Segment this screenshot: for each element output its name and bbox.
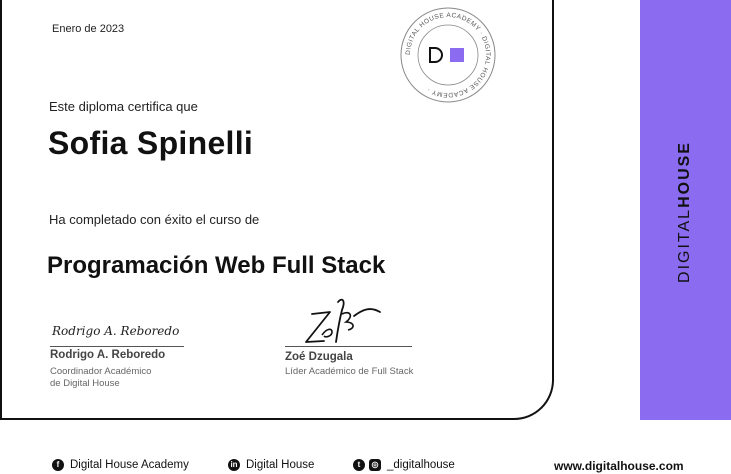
- seal-ring-text: DIGITAL HOUSE ACADEMY · DIGITAL HOUSE ACADEMY ·: [404, 11, 492, 99]
- signature-line-2: [285, 346, 412, 347]
- footer-linkedin[interactable]: [228, 459, 314, 471]
- signature-line-1: [50, 346, 184, 347]
- facebook-icon: f: [52, 459, 64, 471]
- signatory-2-name: Zoé Dzugala: [285, 351, 353, 363]
- twitter-icon: t: [353, 459, 365, 471]
- completed-text: Ha completado con éxito el curso de: [49, 212, 260, 227]
- footer-facebook-label: Digital House Academy: [70, 459, 189, 471]
- signatory-1-role-line1: Coordinador Académico: [50, 366, 152, 377]
- issue-date: Enero de 2023: [52, 23, 125, 35]
- signature-2: [282, 292, 392, 352]
- signatory-1-role: [50, 366, 190, 390]
- footer-website[interactable]: www.digitalhouse.com: [554, 459, 684, 473]
- instagram-icon: ◎: [369, 459, 381, 471]
- signatory-2-role: Líder Académico de Full Stack: [285, 366, 414, 377]
- academy-seal: [398, 5, 498, 105]
- brand-wordmark-part1: DIGITAL: [676, 207, 693, 283]
- footer-social-handle: _digitalhouse: [387, 459, 455, 471]
- footer-social[interactable]: [353, 459, 455, 471]
- linkedin-icon: in: [228, 459, 240, 471]
- certify-text: Este diploma certifica que: [49, 99, 198, 114]
- signatory-1-role-line2: de Digital House: [50, 378, 120, 389]
- brand-wordmark-part2: HOUSE: [676, 141, 693, 208]
- footer-linkedin-label: Digital House: [246, 459, 315, 471]
- signature-1: [50, 316, 180, 346]
- course-name: Programación Web Full Stack: [47, 252, 386, 279]
- student-name: Sofia Spinelli: [48, 125, 254, 161]
- signatory-1-name: Rodrigo A. Reboredo: [50, 349, 166, 361]
- seal-accent-square: [450, 48, 464, 62]
- signature-1-text: Rodrigo A. Reboredo: [52, 324, 180, 338]
- brand-wordmark: [676, 141, 694, 283]
- footer-facebook[interactable]: [52, 459, 189, 471]
- footer: [0, 452, 731, 474]
